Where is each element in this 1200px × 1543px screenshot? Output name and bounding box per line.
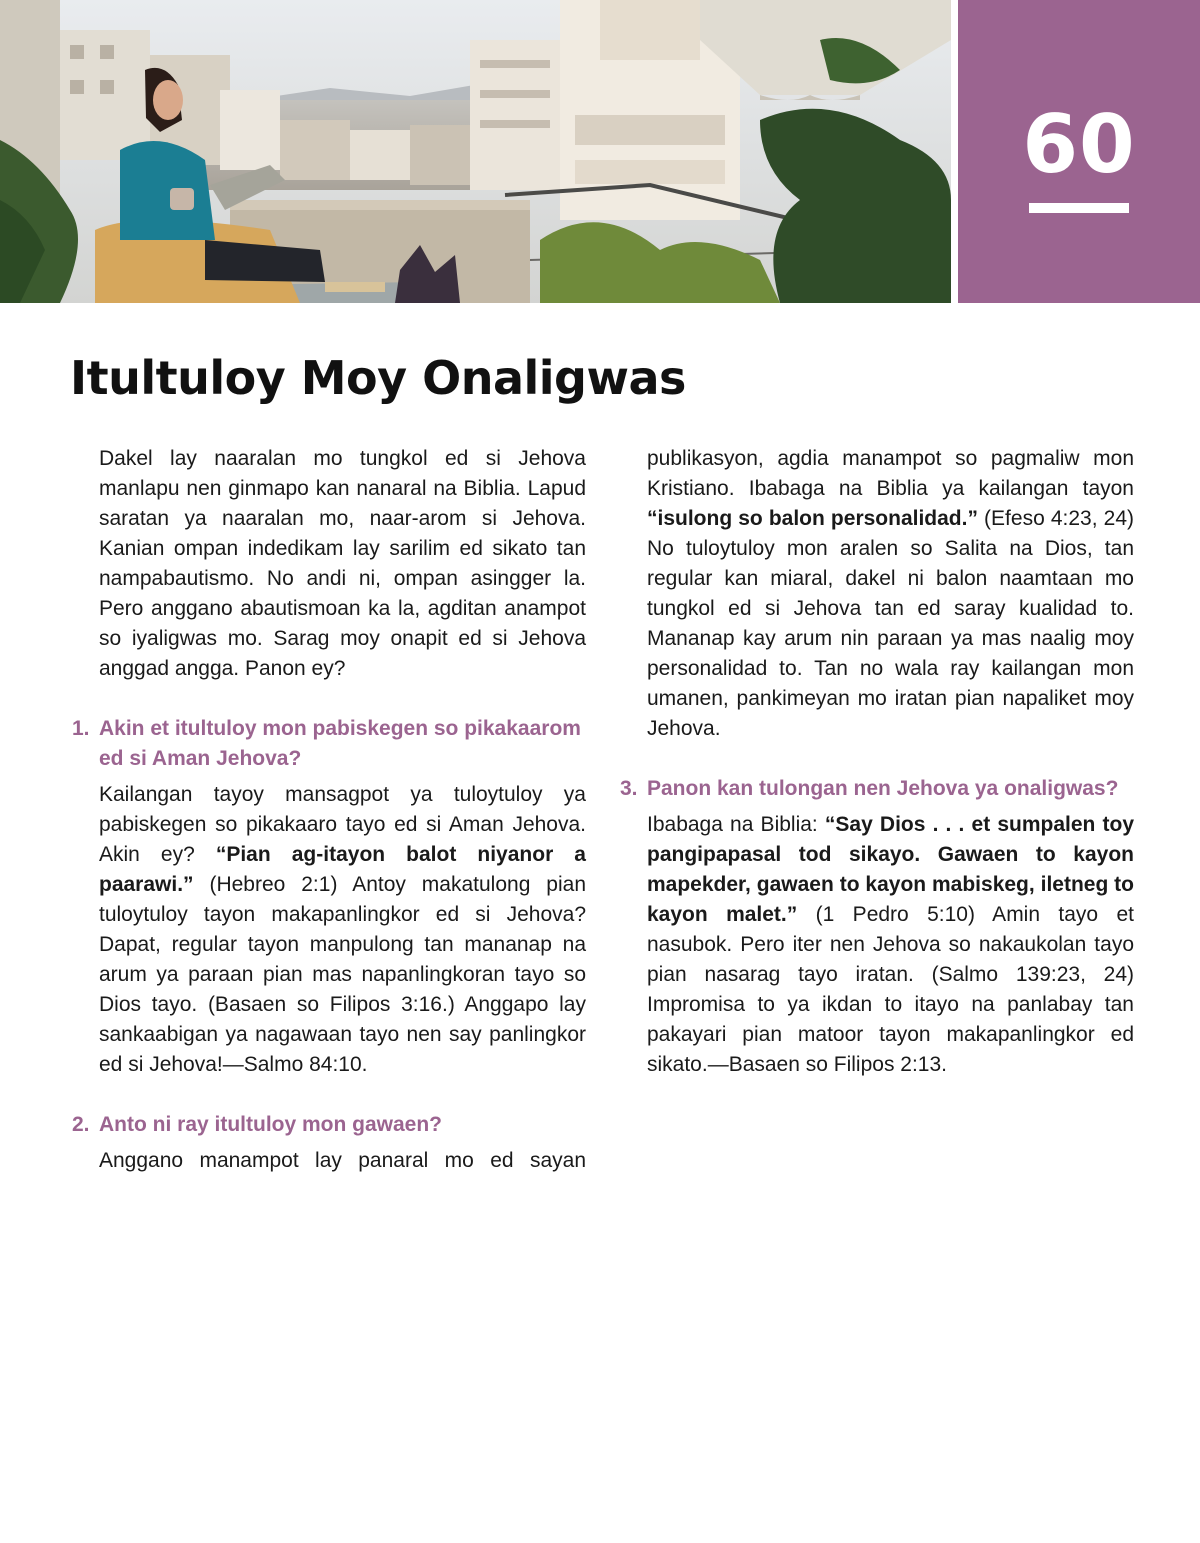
question-number: 1. xyxy=(72,717,90,740)
balcony-woman-reading-illustration xyxy=(0,0,951,303)
question-heading-1 xyxy=(72,714,586,774)
answer-text: (1 Pedro 5:10) Amin tayo et nasubok. Pero iter nen Jehova so nakaukolan tayo pian nasarag tayo iratan. (Salmo 139:23, 24) Impromisa to ya ikdan to itayo na panlabay tan pakayari pian matoor tayon makapanlingkor ed sikato.—Basaen so Filipos 2:13. xyxy=(647,903,1134,1076)
scripture-quote: “Pian ag-itayon balot niyanor a paarawi.” xyxy=(99,843,586,896)
scripture-quote: “isulong so balon personalidad.” xyxy=(647,507,978,530)
chapter-badge xyxy=(958,0,1200,303)
page-title: Itultuloy Moy Onaligwas xyxy=(70,351,686,405)
question-number: 2. xyxy=(72,1113,90,1136)
answer-text: Ibabaga na Biblia: xyxy=(647,813,825,836)
question-text: Akin et itultuloy mon pabiskegen so pikakaarom ed si Aman Jehova? xyxy=(99,717,581,770)
question-heading-2 xyxy=(72,1110,586,1140)
chapter-number: 60 xyxy=(1022,98,1136,191)
answer-paragraph-3 xyxy=(647,810,1134,1080)
page-header xyxy=(0,0,1200,303)
answer-text: publikasyon, agdia manampot so pagmaliw mon Kristiano. Ibabaga na Biblia ya kailangan tayon xyxy=(647,447,1134,500)
left-column xyxy=(72,444,586,1206)
answer-text: (Hebreo 2:1) Antoy makatulong pian tuloytuloy tayon makapanlingkor ed si Jehova? Dapat, regular tayon manpulong tan mananap na arum ya paraan pian mas napanlingkoran tayo so Dios tayo. (Basaen so Filipos 3:16.) Anggapo lay sankaabigan ya nagawaan tayo nen say panlingkor ed si Jehova!—Salmo 84:10. xyxy=(99,873,586,1076)
header-photo xyxy=(0,0,951,303)
answer-paragraph-2 xyxy=(99,1146,586,1176)
right-column xyxy=(620,444,1134,1110)
scripture-quote: “Say Dios . . . et sumpalen toy pangipapasal tod sikayo. Gawaen to kayon mapekder, gawaen to kayon mabiskeg, iletneg to kayon malet.” xyxy=(647,813,1134,926)
answer-text: Anggano manampot lay panaral mo ed sayan xyxy=(99,1149,586,1172)
question-heading-3 xyxy=(620,774,1134,804)
chapter-underline xyxy=(1029,203,1129,213)
question-number: 3. xyxy=(620,777,638,800)
question-text: Anto ni ray itultuloy mon gawaen? xyxy=(99,1113,443,1136)
answer-text: Kailangan tayoy mansagpot ya tuloytuloy ya pabiskegen so pikakaaro tayo ed si Aman Jehova. Akin ey? xyxy=(99,783,586,866)
answer-paragraph-2-continued xyxy=(647,444,1134,744)
intro-paragraph: Dakel lay naaralan mo tungkol ed si Jehova manlapu nen ginmapo kan nanaral na Biblia. Lapud saratan ya naaralan mo, naar-arom si Jehova. Kanian ompan indedikam lay sarilim ed sikato tan nampabautismo. No andi ni, ompan asingger la. Pero anggano abautismoan ka la, agditan anampot so iyaligwas mo. Sarag moy onapit ed si Jehova anggad angga. Panon ey? xyxy=(99,447,586,680)
answer-text: (Efeso 4:23, 24) No tuloytuloy mon aralen so Salita na Dios, tan regular kan miaral, dakel ni balon naamtaan mo tungkol ed si Jehova tan ed saray kualidad to. Mananap kay arum nin paraan ya mas naalig moy personalidad to. Tan no wala ray kailangan mon umanen, pankimeyan mo iratan pian napaliket moy Jehova. xyxy=(647,507,1134,740)
answer-paragraph-1 xyxy=(99,780,586,1080)
question-text: Panon kan tulongan nen Jehova ya onaligwas? xyxy=(647,777,1119,800)
